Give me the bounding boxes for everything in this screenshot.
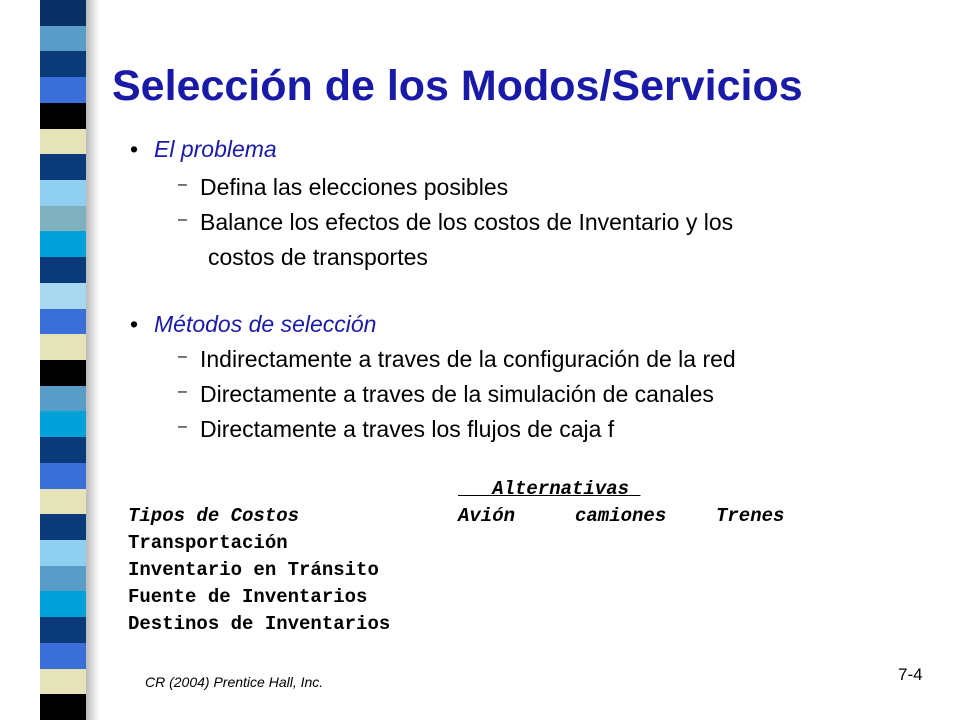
strip-block	[40, 154, 86, 180]
sub-item	[178, 416, 614, 443]
strip-block	[40, 617, 86, 643]
strip-block	[40, 334, 86, 360]
strip-block	[40, 257, 86, 283]
dash-icon: –	[178, 418, 187, 435]
sub-item	[178, 174, 508, 201]
sub-item-continuation: costos de transportes	[208, 244, 428, 270]
sub-item-text: Balance los efectos de los costos de Inventario y los	[200, 209, 734, 235]
table-column-header: Avión	[458, 505, 516, 527]
strip-block	[40, 283, 86, 309]
strip-block	[40, 411, 86, 437]
heading-text: El problema	[154, 136, 277, 162]
sub-item-text: Defina las elecciones posibles	[200, 174, 509, 200]
strip-block	[40, 489, 86, 515]
strip-block	[40, 129, 86, 155]
dash-icon: –	[178, 211, 187, 228]
sub-item	[178, 346, 736, 373]
bullet-icon: •	[130, 311, 139, 337]
dash-icon: –	[178, 176, 187, 193]
dash-icon: –	[178, 348, 187, 365]
strip-block	[40, 360, 86, 386]
strip-block	[40, 566, 86, 592]
strip-block	[40, 437, 86, 463]
bullet-icon: •	[130, 136, 139, 162]
table-row-label: Inventario en Tránsito	[128, 559, 379, 581]
heading-text: Métodos de selección	[154, 311, 377, 337]
footer-copyright: CR (2004) Prentice Hall, Inc.	[145, 674, 324, 690]
strip-block	[40, 591, 86, 617]
strip-block	[40, 0, 86, 26]
strip-block	[40, 309, 86, 335]
strip-block	[40, 540, 86, 566]
sub-item-text: Indirectamente a traves de la configuración de la red	[200, 346, 736, 372]
strip-block	[40, 231, 86, 257]
strip-shadow	[86, 0, 100, 720]
table-column-header: Trenes	[716, 505, 785, 527]
strip-block	[40, 206, 86, 232]
table-column-header: camiones	[575, 505, 667, 527]
strip-block	[40, 103, 86, 129]
strip-block	[40, 77, 86, 103]
slide-title: Selección de los Modos/Servicios	[112, 62, 803, 110]
section-heading-problem	[130, 136, 277, 163]
slide-number: 7-4	[898, 665, 923, 684]
sub-item	[178, 209, 733, 236]
strip-block	[40, 51, 86, 77]
dash-icon: –	[178, 383, 187, 400]
strip-block	[40, 643, 86, 669]
table-row-label: Destinos de Inventarios	[128, 613, 391, 635]
strip-block	[40, 26, 86, 52]
table-group-header: Alternativas	[492, 478, 630, 500]
strip-block	[40, 463, 86, 489]
table-row-label: Transportación	[128, 532, 288, 554]
table-row-header: Tipos de Costos	[128, 505, 300, 527]
sub-item-text: Directamente a traves de la simulación de canales	[200, 381, 714, 407]
strip-block	[40, 180, 86, 206]
sub-item-text: Directamente a traves los flujos de caja f	[200, 416, 615, 442]
table-row-label: Fuente de Inventarios	[128, 586, 368, 608]
strip-block	[40, 386, 86, 412]
section-heading-methods	[130, 311, 376, 338]
sub-item	[178, 381, 714, 408]
strip-block	[40, 694, 86, 720]
strip-block	[40, 669, 86, 695]
strip-block	[40, 514, 86, 540]
